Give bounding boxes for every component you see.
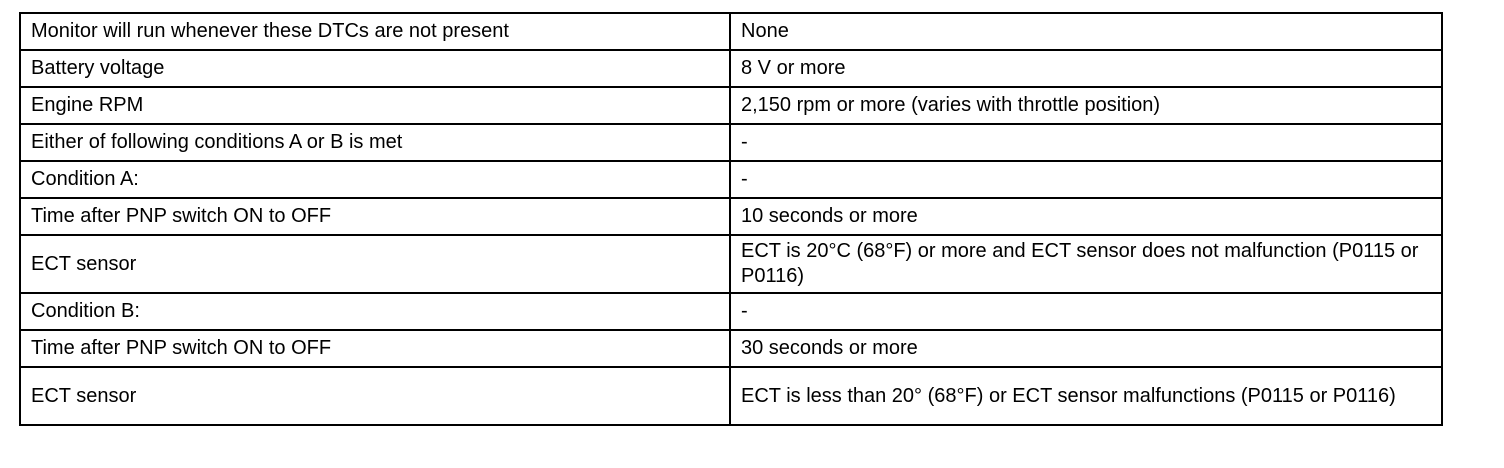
table-row [20, 235, 1442, 293]
parameter-cell: Either of following conditions A or B is met [20, 124, 730, 161]
table-row [20, 87, 1442, 124]
value-cell: - [730, 293, 1442, 330]
table-row [20, 293, 1442, 330]
table-body [20, 13, 1442, 425]
table-row [20, 198, 1442, 235]
parameter-cell: Condition A: [20, 161, 730, 198]
value-cell: 10 seconds or more [730, 198, 1442, 235]
value-cell: 30 seconds or more [730, 330, 1442, 367]
parameter-cell: Time after PNP switch ON to OFF [20, 330, 730, 367]
parameter-cell: Monitor will run whenever these DTCs are not present [20, 13, 730, 50]
table-row [20, 124, 1442, 161]
parameter-cell: Engine RPM [20, 87, 730, 124]
table-row [20, 161, 1442, 198]
parameter-cell: Condition B: [20, 293, 730, 330]
value-cell: ECT is less than 20° (68°F) or ECT sensor malfunctions (P0115 or P0116) [730, 367, 1442, 425]
document-page [19, 12, 1437, 426]
table-row [20, 13, 1442, 50]
parameter-cell: Time after PNP switch ON to OFF [20, 198, 730, 235]
table-row [20, 50, 1442, 87]
parameter-cell: ECT sensor [20, 367, 730, 425]
table-row [20, 330, 1442, 367]
value-cell: - [730, 124, 1442, 161]
value-cell: None [730, 13, 1442, 50]
value-cell: 8 V or more [730, 50, 1442, 87]
value-cell: - [730, 161, 1442, 198]
parameter-cell: Battery voltage [20, 50, 730, 87]
table-row [20, 367, 1442, 425]
value-cell: 2,150 rpm or more (varies with throttle position) [730, 87, 1442, 124]
value-cell: ECT is 20°C (68°F) or more and ECT sensor does not malfunction (P0115 or P0116) [730, 235, 1442, 293]
parameter-cell: ECT sensor [20, 235, 730, 293]
monitor-conditions-table [19, 12, 1443, 426]
